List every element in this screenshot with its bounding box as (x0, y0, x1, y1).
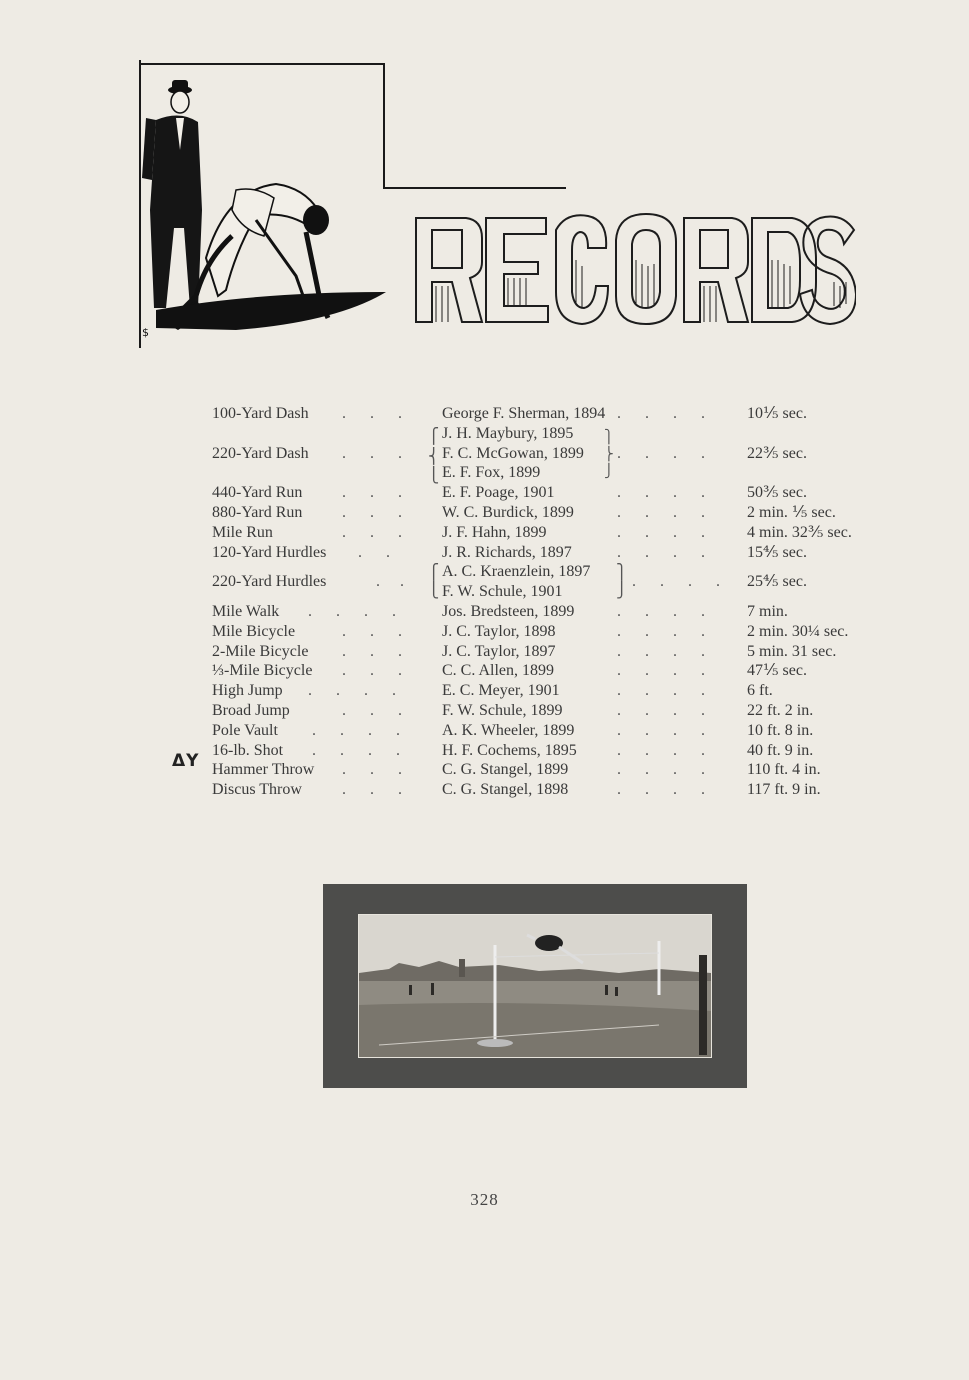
margin-mark: ΔY (172, 751, 200, 771)
record-value: 25⅘ sec. (747, 573, 807, 591)
brace-right: ⎫ ⎭ (616, 565, 628, 600)
record-value: 2 min. ⅕ sec. (747, 503, 836, 521)
leader-dots: . . . . (617, 602, 705, 620)
leader-dots: . . . (342, 781, 402, 799)
leader-dots: . . . . (617, 405, 705, 422)
event-name: 16-lb. Shot (212, 741, 284, 759)
event-name: Mile Walk (212, 602, 280, 620)
leader-dots: . . . . (617, 761, 705, 779)
record-holder: C. G. Stangel, 1899 (442, 761, 569, 779)
leader-dots: . . . . (617, 503, 705, 521)
leader-dots: . . . . (312, 741, 400, 759)
leader-dots: . . . (342, 484, 402, 502)
record-holder: F. C. McGowan, 1899 (442, 444, 584, 462)
record-holder: Jos. Bredsteen, 1899 (442, 602, 575, 620)
record-row (212, 681, 872, 701)
leader-dots: . . . . (617, 543, 705, 561)
record-holder: A. K. Wheeler, 1899 (442, 721, 575, 739)
leader-dots: . . . . (308, 682, 396, 700)
record-row (212, 424, 872, 483)
event-name: Hammer Throw (212, 761, 315, 779)
photo-frame (323, 884, 747, 1088)
record-holder: J. C. Taylor, 1898 (442, 622, 556, 640)
leader-dots: . . . . (617, 484, 705, 502)
leader-dots: . . . . (617, 682, 705, 700)
leader-dots: . . . . (617, 622, 705, 640)
record-value: 10 ft. 8 in. (747, 721, 814, 739)
leader-dots: . . . . (617, 523, 705, 541)
event-name: Pole Vault (212, 721, 278, 739)
event-name: 100-Yard Dash (212, 405, 309, 422)
records-table (212, 404, 872, 800)
record-holder: A. C. Kraenzlein, 1897 (442, 563, 591, 581)
leader-dots: . . (376, 573, 404, 591)
leader-dots: . . . . (617, 701, 705, 719)
record-holder: F. W. Schule, 1899 (442, 701, 563, 719)
event-name: Mile Run (212, 523, 273, 541)
record-value: 4 min. 32⅗ sec. (747, 523, 852, 541)
record-value: 117 ft. 9 in. (747, 781, 821, 799)
record-row (212, 642, 872, 662)
record-holder: E. F. Poage, 1901 (442, 484, 555, 502)
event-name: 2-Mile Bicycle (212, 642, 309, 660)
leader-dots: . . . . (617, 741, 705, 759)
record-value: 47⅕ sec. (747, 662, 807, 680)
leader-dots: . . . (342, 503, 402, 521)
record-holder: W. C. Burdick, 1899 (442, 503, 574, 521)
leader-dots: . . . (342, 622, 402, 640)
record-value: 50⅗ sec. (747, 484, 807, 502)
event-name: 120-Yard Hurdles (212, 543, 327, 561)
record-row (212, 523, 872, 543)
record-row (212, 483, 872, 503)
sprinter-starter-icon (136, 60, 856, 355)
record-row (212, 661, 872, 681)
event-name: 880-Yard Run (212, 503, 303, 521)
records-header-illustration (136, 60, 856, 355)
record-value: 22 ft. 2 in. (747, 701, 814, 719)
event-name: Mile Bicycle (212, 622, 296, 640)
record-value: 2 min. 30¼ sec. (747, 622, 849, 640)
event-name: 440-Yard Run (212, 484, 303, 502)
svg-text:$: $ (142, 326, 149, 339)
record-row (212, 404, 872, 424)
event-name: ⅓-Mile Bicycle (212, 662, 313, 680)
leader-dots: . . . (342, 761, 402, 779)
record-holder: C. C. Allen, 1899 (442, 662, 555, 680)
event-name: 220-Yard Hurdles (212, 573, 327, 591)
leader-dots: . . . (342, 642, 402, 660)
record-row (212, 721, 872, 741)
leader-dots: . . . (342, 405, 402, 422)
record-row (212, 562, 872, 602)
record-row (212, 622, 872, 642)
leader-dots: . . . . (617, 721, 705, 739)
record-row (212, 741, 872, 761)
leader-dots: . . . . (308, 602, 396, 620)
record-holder: E. F. Fox, 1899 (442, 464, 541, 482)
record-row (212, 780, 872, 800)
high-jump-photo-icon (359, 915, 711, 1057)
page-number: 328 (470, 1190, 499, 1209)
leader-dots: . . . (342, 523, 402, 541)
leader-dots: . . . . (617, 781, 705, 799)
record-row (212, 602, 872, 622)
brace-left: ⎧ ⎨ ⎩ (428, 428, 440, 485)
leader-dots: . . . (342, 444, 402, 462)
record-value: 10⅕ sec. (747, 405, 807, 422)
event-name: Broad Jump (212, 701, 290, 719)
event-name: Discus Throw (212, 781, 302, 799)
brace-right: ⎫ ⎬ ⎭ (604, 428, 614, 478)
leader-dots: . . (358, 543, 390, 561)
record-value: 40 ft. 9 in. (747, 741, 814, 759)
record-holder: F. W. Schule, 1901 (442, 583, 563, 601)
record-value: 6 ft. (747, 682, 773, 700)
record-value: 5 min. 31 sec. (747, 642, 837, 660)
leader-dots: . . . . (312, 721, 400, 739)
event-name: 220-Yard Dash (212, 444, 309, 462)
record-holder: J. C. Taylor, 1897 (442, 642, 556, 660)
record-holder: E. C. Meyer, 1901 (442, 682, 560, 700)
record-holder: J. H. Maybury, 1895 (442, 424, 574, 442)
leader-dots: . . . . (617, 444, 705, 462)
leader-dots: . . . (342, 701, 402, 719)
leader-dots: . . . . (632, 573, 720, 591)
brace-left: ⎧ ⎩ (428, 565, 440, 600)
record-value: 22⅗ sec. (747, 444, 807, 462)
event-name: High Jump (212, 682, 283, 700)
record-value: 15⅘ sec. (747, 543, 807, 561)
record-holder: J. F. Hahn, 1899 (442, 523, 547, 541)
record-holder: C. G. Stangel, 1898 (442, 781, 569, 799)
record-holder: H. F. Cochems, 1895 (442, 741, 577, 759)
record-holder: J. R. Richards, 1897 (442, 543, 572, 561)
record-row (212, 543, 872, 563)
leader-dots: . . . . (617, 642, 705, 660)
record-row (212, 701, 872, 721)
high-jump-photo (358, 914, 712, 1058)
record-row (212, 760, 872, 780)
record-row (212, 503, 872, 523)
record-holder: George F. Sherman, 1894 (442, 405, 606, 422)
leader-dots: . . . . (617, 662, 705, 680)
leader-dots: . . . (342, 662, 402, 680)
record-value: 110 ft. 4 in. (747, 761, 821, 779)
record-value: 7 min. (747, 602, 788, 620)
